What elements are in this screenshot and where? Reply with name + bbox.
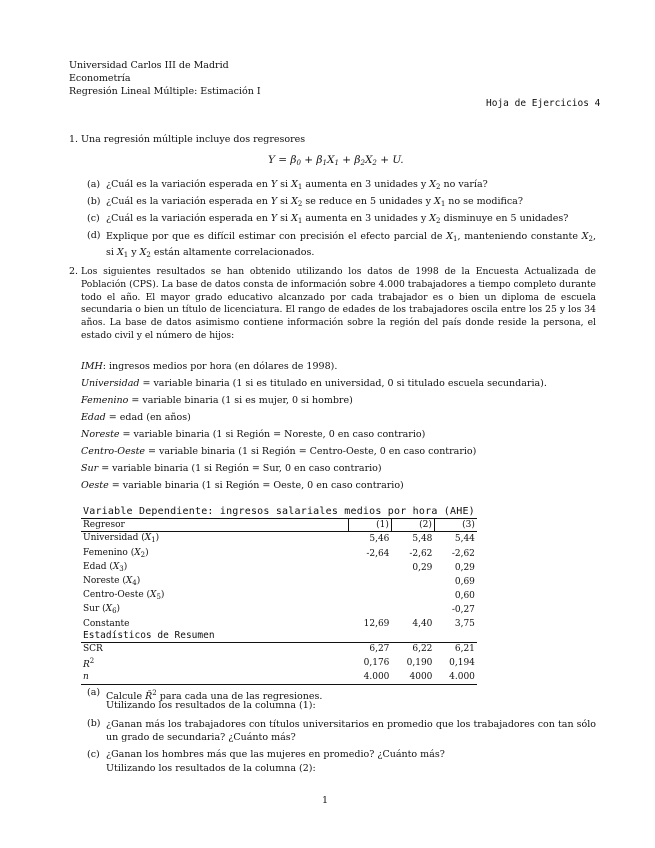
table-cell: 0,29 [412,562,433,573]
topic-title: Regresión Lineal Múltiple: Estimación I [69,86,261,97]
var-noreste: Noreste = variable binaria (1 si Región = Noreste, 0 en caso contrario) [81,429,426,440]
q2-number: 2. [69,266,79,277]
q1c-label: (c) [87,213,100,224]
q2c-label: (c) [87,749,100,760]
row-label: Constante [83,618,130,629]
table-cell: 6,21 [434,643,477,656]
row-label: Femenino $(X_2)$ [83,547,149,559]
q2a-text: Calcule R̄$^2$ para cada una de las regresiones. [106,689,323,702]
table-cell: -2,62 [451,548,475,559]
q2c-text: ¿Ganan los hombres más que las mujeres en promedio? ¿Cuánto más? [106,749,445,760]
table-col-header: Regresor [81,519,348,532]
table-cell: -0,27 [451,605,475,616]
university-name: Universidad Carlos III de Madrid [69,60,229,71]
subject-name: Econometría [69,73,131,84]
table-cell [391,603,434,617]
table-cell: 5,48 [412,534,433,545]
table-cell: 0,29 [454,562,475,573]
row-label: Sur $(X_6)$ [83,604,121,616]
table-row [81,655,477,671]
table-row [81,618,477,630]
table-col-3: (3) [434,519,477,532]
table-cell: 4.000 [434,671,477,684]
table-cell: 0,60 [454,591,475,602]
q1c-text: ¿Cuál es la variación esperada en Y si $X_1$ aumenta en 3 unidades y $X_2$ disminuye en 5 unidades? [106,213,569,225]
sheet-title: Hoja de Ejercicios 4 [486,98,601,109]
table-cell: -2,62 [409,548,433,559]
table-cell: 0,194 [449,658,475,669]
q2b-text: ¿Ganan más los trabajadores con títulos universitarios en promedio que los trabajadores con tan sólo un grado de secundaria? ¿Cuánto más? [106,719,596,743]
q1-number: 1. [69,134,79,145]
q2-intro: Los siguientes resultados se han obtenido utilizando los datos de 1998 de la Encuesta Actualizada de Población (CPS). La base de datos consta de información sobre 4.000 trabajadores a tiempo completo durante todo el año. El mayor grado educativo alcanzado por cada trabajador es o bien un diploma de escuela secundaria o bien un título de licenciatura. El rango de edades de los trabajadores oscila entre los 25 y los 34 años. La base de datos asimismo contiene información sobre la región del país donde reside la persona, el estado civil y el número de hijos: [81,266,596,341]
q2a-label: (a) [87,687,101,698]
table-title: Variable Dependiente: ingresos salariales medios por hora (AHE) [83,506,475,517]
table-cell: 0,176 [363,658,390,669]
table-row [81,671,477,684]
table-cell: 6,27 [348,643,391,656]
table-cell: 4000 [391,671,434,684]
table-row [81,561,477,575]
table-cell [348,561,391,575]
q1b-label: (b) [87,196,101,207]
stats-title: Estadísticos de Resumen [83,629,215,641]
table-cell [348,589,391,603]
table-row [81,547,477,561]
table-cell [391,575,434,589]
table-col-1: (1) [348,519,391,532]
q2a-cont: Utilizando los resultados de la columna (1): [106,700,316,711]
var-oeste: Oeste = variable binaria (1 si Región = Oeste, 0 en caso contrario) [81,480,404,491]
table-row [81,603,477,617]
table-row [81,643,477,656]
row-label: n [81,671,348,684]
row-label: Noreste $(X_4)$ [83,576,141,588]
var-universidad: Universidad = variable binaria (1 si es titulado en universidad, 0 si titulado escuela secundaria). [81,378,547,389]
q2b-label: (b) [87,718,101,729]
var-sur: Sur = variable binaria (1 si Región = Sur, 0 en caso contrario) [81,463,382,474]
q1d-text: Explique por que es difícil estimar con precisión el efecto parcial de $X_1$, manteniendo constante $X_2$, si $X_1$ y $X_2$ están altamente correlacionados. [106,231,596,259]
q1d-label: (d) [87,230,101,241]
table-cell [391,589,434,603]
table-cell: 4,40 [412,618,433,629]
row-label: Edad $(X_3)$ [83,561,128,573]
table-cell: 0,69 [454,577,475,588]
row-label: Universidad $(X_1)$ [83,533,160,545]
table-cell: 4.000 [348,671,391,684]
var-femenino: Femenino = variable binaria (1 si es mujer, 0 si hombre) [81,395,353,406]
row-label: $R^2$ [83,657,95,671]
table-row [81,589,477,603]
var-imh: IMH: ingresos medios por hora (en dólares de 1998). [81,361,338,372]
q1-equation: $Y = \beta_0 + \beta_1X_1 + \beta_2X_2 + U$. [268,154,404,167]
regression-table [81,506,477,685]
q1a-text: ¿Cuál es la variación esperada en Y si $X_1$ aumenta en 3 unidades y $X_2$ no varía? [106,179,488,191]
table-cell: 0,190 [406,658,433,669]
q1b-text: ¿Cuál es la variación esperada en Y si $X_2$ se reduce en 5 unidades y $X_1$ no se modifica? [106,196,523,208]
table-cell: -2,64 [366,548,390,559]
q1-intro: Una regresión múltiple incluye dos regresores [81,134,306,145]
table-row [81,575,477,589]
table-cell [348,603,391,617]
var-edad: Edad = edad (en años) [81,412,191,423]
q2c-cont: Utilizando los resultados de la columna (2): [106,763,316,774]
row-label: SCR [81,643,348,656]
table-cell: 12,69 [363,618,390,629]
table-cell [348,575,391,589]
q1a-label: (a) [87,179,101,190]
var-centro-oeste: Centro-Oeste = variable binaria (1 si Región = Centro-Oeste, 0 en caso contrario) [81,446,477,457]
table-cell: 6,22 [391,643,434,656]
table-row [81,532,477,547]
table-cell: 3,75 [454,618,475,629]
page-number: 1 [322,795,329,806]
table-cell: 5,44 [454,534,475,545]
row-label: Centro-Oeste $(X_5)$ [83,590,165,602]
table-cell: 5,46 [369,534,390,545]
table-col-2: (2) [391,519,434,532]
